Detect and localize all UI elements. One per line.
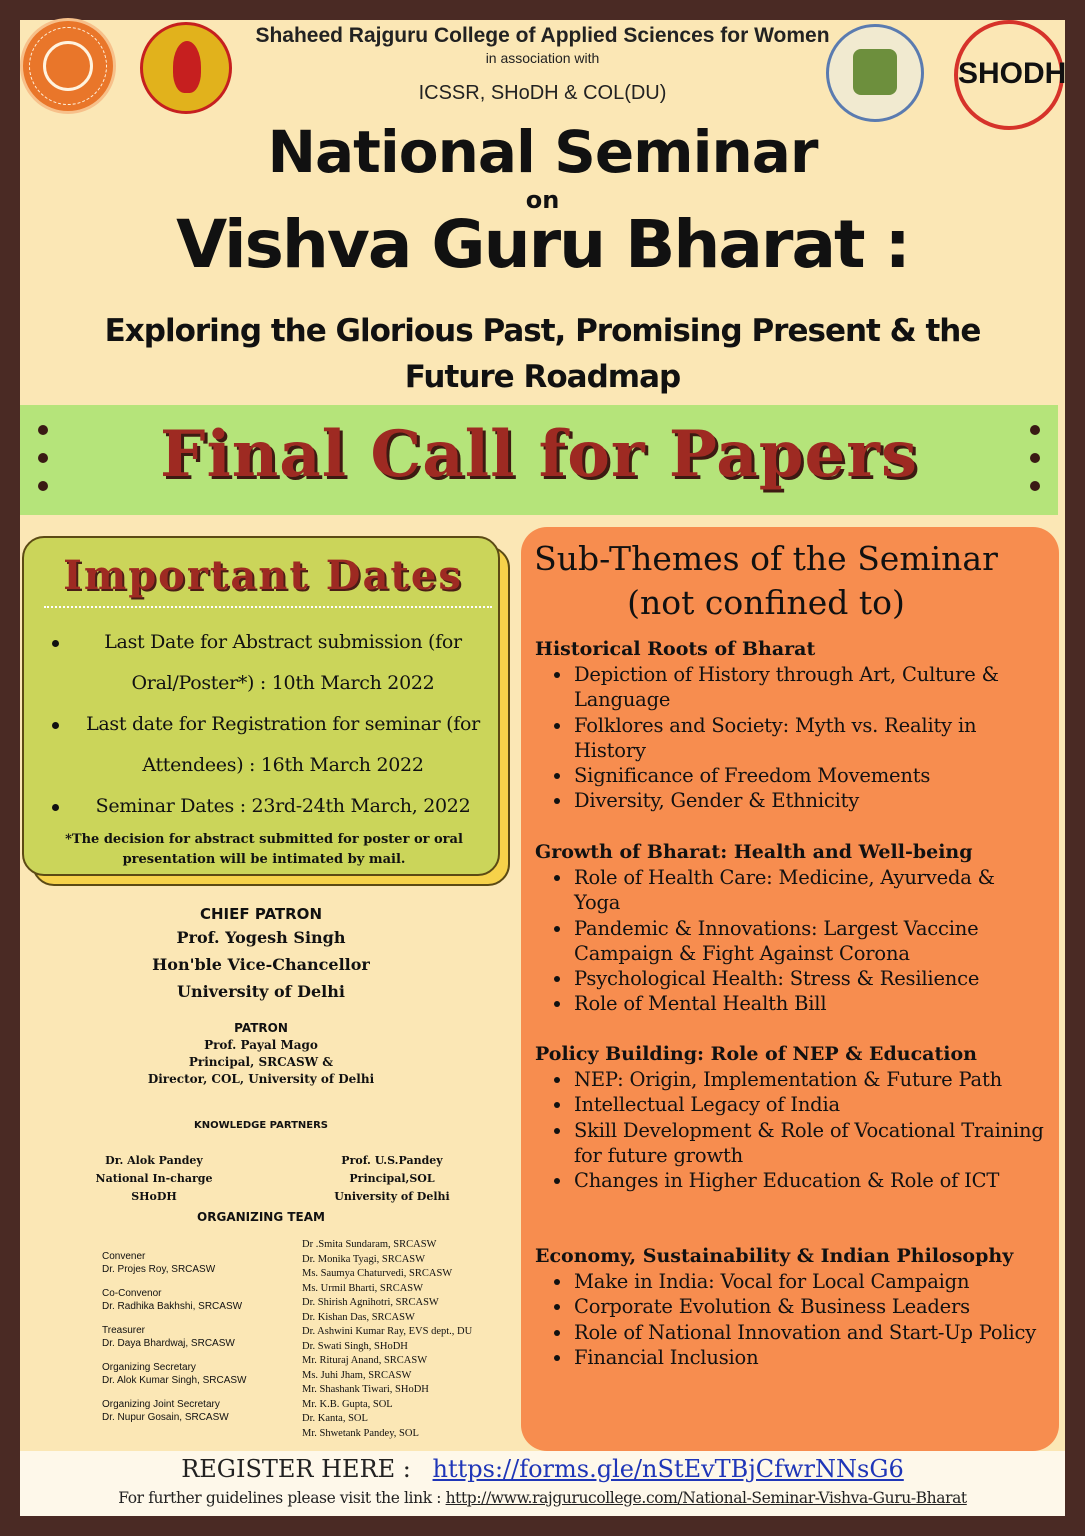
patron-role2: Director, COL, University of Delhi <box>147 1072 375 1086</box>
important-dates-box <box>22 536 500 876</box>
sub-themes-box <box>521 527 1059 1451</box>
org-role-name: Dr. Daya Bhardwaj, SRCASW <box>102 1338 235 1349</box>
register-line <box>20 1455 1065 1483</box>
org-role: Organizing Secretary <box>102 1362 196 1373</box>
chief-patron-section <box>22 904 500 1005</box>
chief-patron-name: Prof. Yogesh Singh <box>176 928 346 947</box>
org-role-name: Dr. Nupur Gosain, SRCASW <box>102 1412 229 1423</box>
patron-name: Prof. Payal Mago <box>204 1038 318 1052</box>
theme-item: Depiction of History through Art, Culture & Language <box>574 662 1045 713</box>
knowledge-partners-section <box>22 1120 500 1131</box>
org-role: Organizing Joint Secretary <box>102 1399 220 1410</box>
association-text: in association with <box>485 50 600 66</box>
org-member: Dr. Swati Singh, SHoDH <box>302 1340 408 1352</box>
org-member: Ms. Urmil Bharti, SRCASW <box>302 1282 424 1294</box>
org-member: Dr. Ashwini Kumar Ray, EVS dept., DU <box>302 1326 473 1337</box>
theme-item: Diversity, Gender & Ethnicity <box>574 788 1045 813</box>
date-item-abstract: Last Date for Abstract submission (for Oral/Poster*) : 10th March 2022 <box>48 622 488 704</box>
kp-org: SHoDH <box>131 1190 177 1203</box>
shodh-logo-text: SHODH <box>958 57 1067 90</box>
knowledge-partner <box>292 1152 492 1206</box>
title-on: on <box>525 186 560 214</box>
banner-text: Final Call for Papers <box>160 417 918 492</box>
knowledge-partner <box>54 1152 254 1206</box>
guidelines-label: For further guidelines please visit the link : <box>118 1489 442 1507</box>
org-role-name: Dr. Projes Roy, SRCASW <box>102 1264 216 1275</box>
seminar-theme: Vishva Guru Bharat : <box>176 206 909 283</box>
register-label: REGISTER HERE : <box>181 1455 411 1483</box>
org-member: Mr. Shashank Tiwari, SHoDH <box>302 1384 429 1395</box>
theme-group <box>535 637 1045 814</box>
theme-item: Significance of Freedom Movements <box>574 763 1045 788</box>
sub-themes-title: Sub-Themes of the Seminar (not confined to) <box>534 539 998 622</box>
guidelines-line <box>20 1489 1065 1507</box>
theme-item: Pandemic & Innovations: Largest Vaccine Campaign & Fight Against Corona <box>574 916 1045 967</box>
org-role-name: Dr. Radhika Bakhshi, SRCASW <box>102 1301 243 1312</box>
theme-group <box>535 840 1045 1017</box>
chief-patron-heading: CHIEF PATRON <box>199 905 322 923</box>
org-role: Convener <box>102 1251 146 1262</box>
theme-group <box>535 1244 1045 1370</box>
organizing-team-heading: ORGANIZING TEAM <box>197 1210 325 1224</box>
dates-list <box>48 622 488 827</box>
theme-item: Role of Mental Health Bill <box>574 991 1045 1016</box>
date-item-seminar: Seminar Dates : 23rd-24th March, 2022 <box>48 786 488 827</box>
theme-item: NEP: Origin, Implementation & Future Path <box>574 1067 1045 1092</box>
theme-heading: Economy, Sustainability & Indian Philosophy <box>535 1245 1014 1267</box>
kp-name: Dr. Alok Pandey <box>105 1154 203 1167</box>
seminar-title: National Seminar <box>267 118 818 186</box>
theme-heading: Policy Building: Role of NEP & Education <box>535 1043 977 1065</box>
theme-item: Changes in Higher Education & Role of ICT <box>574 1168 1045 1193</box>
organizing-roles <box>102 1250 282 1435</box>
org-member: Mr. Rituraj Anand, SRCASW <box>302 1355 428 1366</box>
theme-item: Role of National Innovation and Start-Up Policy <box>574 1320 1045 1345</box>
banner-dots-right <box>1030 425 1042 495</box>
partner-organizations: ICSSR, SHoDH & COL(DU) <box>418 82 667 104</box>
org-member: Dr. Shirish Agnihotri, SRCASW <box>302 1297 439 1308</box>
dates-note: *The decision for abstract submitted for poster or oral presentation will be intimated by mail. <box>65 832 463 867</box>
org-member: Ms. Saumya Chaturvedi, SRCASW <box>302 1268 453 1279</box>
kp-name: Prof. U.S.Pandey <box>341 1154 443 1167</box>
call-for-papers-banner <box>20 405 1058 515</box>
date-item-registration: Last date for Registration for seminar (for Attendees) : 16th March 2022 <box>48 704 488 786</box>
org-member: Mr. K.B. Gupta, SOL <box>302 1398 393 1410</box>
organization-name: Shaheed Rajguru College of Applied Sciences for Women <box>255 24 830 47</box>
org-member: Dr .Smita Sundaram, SRCASW <box>302 1239 437 1250</box>
guidelines-link[interactable]: http://www.rajgurucollege.com/National-Seminar-Vishva-Guru-Bharat <box>445 1489 967 1507</box>
important-dates-title: Important Dates <box>63 552 463 599</box>
org-member: Mr. Shwetank Pandey, SOL <box>302 1427 419 1439</box>
theme-heading: Growth of Bharat: Health and Well-being <box>535 841 973 863</box>
theme-item: Financial Inclusion <box>574 1345 1045 1370</box>
theme-item: Skill Development & Role of Vocational Training for future growth <box>574 1118 1044 1167</box>
dates-divider <box>44 606 492 608</box>
register-link[interactable]: https://forms.gle/nStEvTBjCfwrNNsG6 <box>432 1455 904 1483</box>
org-member: Ms. Juhi Jham, SRCASW <box>302 1369 412 1381</box>
theme-heading: Historical Roots of Bharat <box>535 638 816 660</box>
theme-item: Corporate Evolution & Business Leaders <box>574 1294 1045 1319</box>
kp-role: Principal,SOL <box>349 1172 435 1185</box>
kp-org: University of Delhi <box>334 1190 450 1203</box>
org-role-name: Dr. Alok Kumar Singh, SRCASW <box>102 1375 247 1386</box>
organizing-members <box>302 1238 512 1441</box>
chief-patron-role: Hon'ble Vice-Chancellor <box>152 955 370 974</box>
org-member: Dr. Kanta, SOL <box>302 1413 368 1424</box>
theme-item: Make in India: Vocal for Local Campaign <box>574 1269 1045 1294</box>
org-role: Treasurer <box>102 1325 145 1336</box>
org-role: Co-Convenor <box>102 1288 162 1299</box>
theme-item: Intellectual Legacy of India <box>574 1092 1045 1117</box>
org-member: Dr. Kishan Das, SRCASW <box>302 1311 415 1323</box>
patron-heading: PATRON <box>234 1021 288 1035</box>
patron-section <box>22 1020 500 1088</box>
theme-item: Folklores and Society: Myth vs. Reality in History <box>574 713 1045 764</box>
patron-role1: Principal, SRCASW & <box>188 1055 334 1069</box>
organizing-team-section <box>22 1210 500 1224</box>
kp-role: National In-charge <box>95 1172 213 1185</box>
theme-item: Role of Health Care: Medicine, Ayurveda & Yoga <box>574 865 1045 916</box>
theme-item: Psychological Health: Stress & Resilience <box>574 966 1045 991</box>
chief-patron-org: University of Delhi <box>177 982 345 1001</box>
org-member: Dr. Monika Tyagi, SRCASW <box>302 1253 426 1265</box>
footer <box>20 1451 1065 1516</box>
knowledge-partners-heading: KNOWLEDGE PARTNERS <box>194 1120 328 1131</box>
theme-group <box>535 1042 1045 1193</box>
seminar-subtitle: Exploring the Glorious Past, Promising Present & the Future Roadmap <box>104 313 981 395</box>
